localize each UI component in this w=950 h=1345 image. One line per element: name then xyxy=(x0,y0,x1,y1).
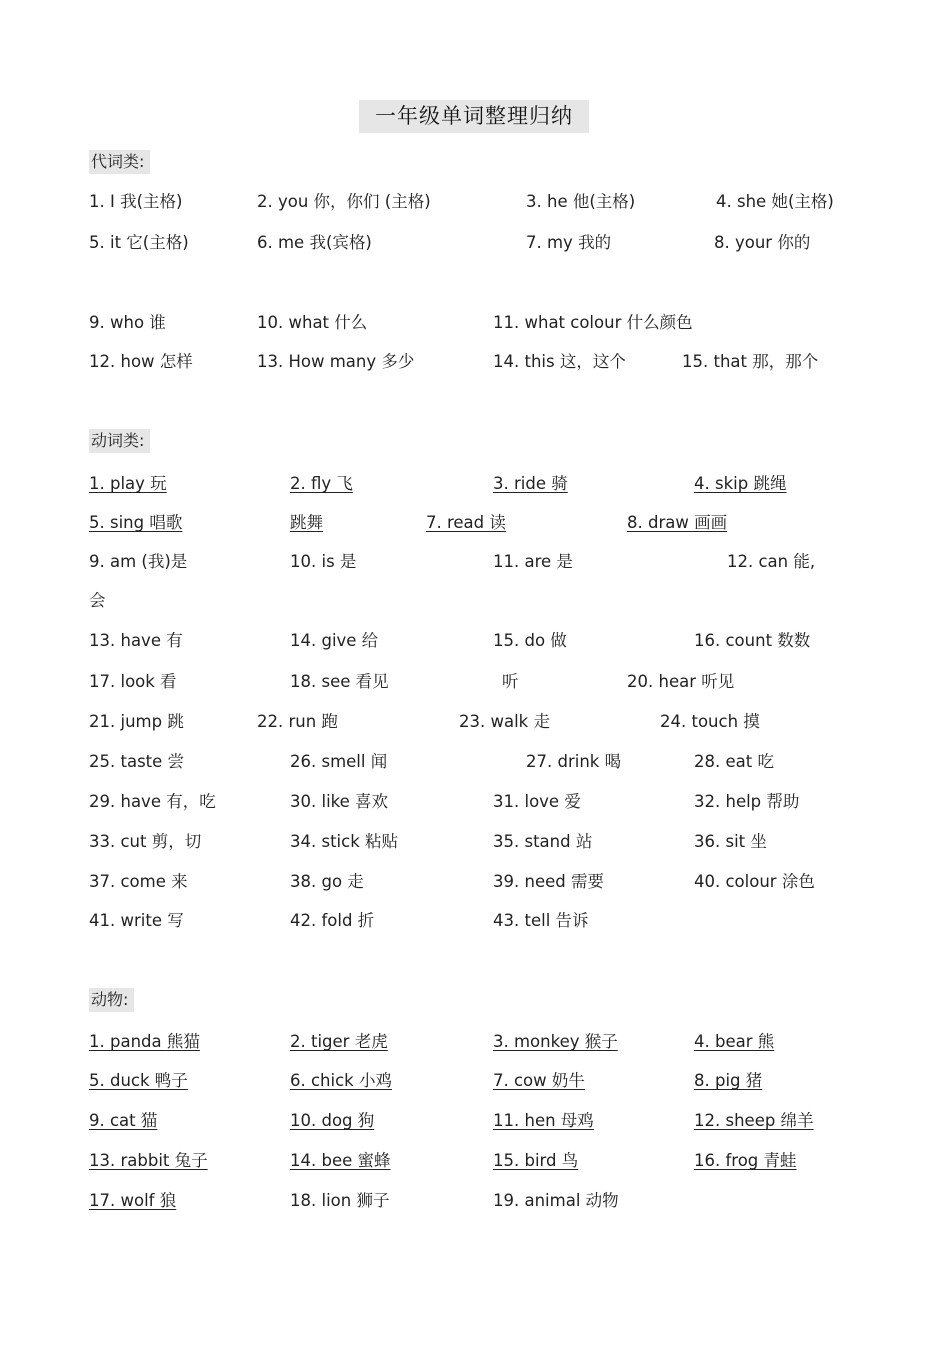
word-entry: 12. can 能, xyxy=(727,552,816,571)
word-entry: 2. tiger 老虎 xyxy=(290,1032,388,1051)
word-row xyxy=(0,349,950,375)
word-row xyxy=(0,749,950,775)
word-row xyxy=(0,1148,950,1174)
word-row xyxy=(0,709,950,735)
word-entry: 25. taste 尝 xyxy=(89,752,185,771)
word-row xyxy=(0,1108,950,1134)
word-entry: 10. what 什么 xyxy=(257,313,368,332)
page-title: 一年级单词整理归纳 xyxy=(359,100,589,133)
word-entry: 19. animal 动物 xyxy=(493,1191,619,1210)
word-entry: 3. ride 骑 xyxy=(493,474,568,493)
word-row xyxy=(0,189,950,215)
word-entry: 20. hear 听见 xyxy=(627,672,735,691)
word-entry: 9. who 谁 xyxy=(89,313,166,332)
word-entry: 24. touch 摸 xyxy=(660,712,760,731)
word-entry: 10. is 是 xyxy=(290,552,357,571)
word-row xyxy=(0,829,950,855)
word-entry: 33. cut 剪，切 xyxy=(89,832,202,851)
word-entry: 34. stick 粘贴 xyxy=(290,832,399,851)
word-entry: 15. that 那，那个 xyxy=(682,352,819,371)
word-entry: 22. run 跑 xyxy=(257,712,338,731)
section-heading-animals: 动物: xyxy=(89,988,134,1012)
word-entry: 43. tell 告诉 xyxy=(493,911,589,930)
word-entry: 30. like 喜欢 xyxy=(290,792,389,811)
section-heading-pronouns: 代词类: xyxy=(89,150,150,174)
word-entry: 15. bird 鸟 xyxy=(493,1151,579,1170)
word-entry: 27. drink 喝 xyxy=(526,752,622,771)
word-entry: 7. read 读 xyxy=(426,513,506,532)
word-row xyxy=(0,908,950,934)
word-entry: 39. need 需要 xyxy=(493,872,604,891)
word-entry: 1. panda 熊猫 xyxy=(89,1032,200,1051)
word-entry: 15. do 做 xyxy=(493,631,567,650)
word-entry: 12. sheep 绵羊 xyxy=(694,1111,814,1130)
word-entry: 13. How many 多少 xyxy=(257,352,415,371)
word-entry: 8. draw 画画 xyxy=(627,513,728,532)
word-entry: 21. jump 跳 xyxy=(89,712,184,731)
word-entry: 37. come 来 xyxy=(89,872,188,891)
word-row xyxy=(0,628,950,654)
word-entry: 11. are 是 xyxy=(493,552,573,571)
word-entry: 12. how 怎样 xyxy=(89,352,193,371)
word-entry: 36. sit 坐 xyxy=(694,832,767,851)
word-entry: 9. am (我)是 xyxy=(89,552,188,571)
word-entry: 26. smell 闻 xyxy=(290,752,388,771)
word-row xyxy=(0,669,950,695)
word-row xyxy=(0,310,950,336)
word-entry: 4. she 她(主格) xyxy=(716,192,834,211)
word-entry: 17. wolf 狼 xyxy=(89,1191,177,1210)
word-entry: 2. you 你，你们 (主格) xyxy=(257,192,431,211)
word-entry: 13. rabbit 兔子 xyxy=(89,1151,208,1170)
word-entry: 5. it 它(主格) xyxy=(89,233,189,252)
word-entry: 38. go 走 xyxy=(290,872,364,891)
word-entry: 1. play 玩 xyxy=(89,474,167,493)
word-entry-continuation: 会 xyxy=(89,591,106,610)
word-entry: 跳舞 xyxy=(290,513,323,532)
word-entry: 32. help 帮助 xyxy=(694,792,800,811)
word-row xyxy=(0,789,950,815)
word-entry: 41. write 写 xyxy=(89,911,184,930)
word-row xyxy=(0,471,950,497)
word-entry: 6. chick 小鸡 xyxy=(290,1071,392,1090)
word-entry: 29. have 有，吃 xyxy=(89,792,216,811)
word-entry: 17. look 看 xyxy=(89,672,177,691)
word-entry: 7. cow 奶牛 xyxy=(493,1071,585,1090)
word-entry: 14. this 这，这个 xyxy=(493,352,626,371)
word-entry: 14. bee 蜜蜂 xyxy=(290,1151,391,1170)
word-entry: 8. your 你的 xyxy=(714,233,811,252)
word-row xyxy=(0,549,950,575)
word-entry: 11. what colour 什么颜色 xyxy=(493,313,693,332)
word-row xyxy=(0,510,950,536)
word-entry: 6. me 我(宾格) xyxy=(257,233,372,252)
word-entry: 3. monkey 猴子 xyxy=(493,1032,618,1051)
word-row xyxy=(0,1188,950,1214)
word-entry: 9. cat 猫 xyxy=(89,1111,158,1130)
word-entry: 5. duck 鸭子 xyxy=(89,1071,188,1090)
word-entry: 8. pig 猪 xyxy=(694,1071,763,1090)
word-entry: 18. lion 狮子 xyxy=(290,1191,390,1210)
word-entry: 4. skip 跳绳 xyxy=(694,474,787,493)
word-entry: 5. sing 唱歌 xyxy=(89,513,183,532)
word-entry: 13. have 有 xyxy=(89,631,183,650)
word-entry: 1. I 我(主格) xyxy=(89,192,183,211)
word-entry: 4. bear 熊 xyxy=(694,1032,775,1051)
word-entry: 35. stand 站 xyxy=(493,832,593,851)
word-row xyxy=(0,588,950,614)
word-entry: 23. walk 走 xyxy=(459,712,550,731)
word-entry: 18. see 看见 xyxy=(290,672,389,691)
word-row xyxy=(0,1068,950,1094)
word-entry: 42. fold 折 xyxy=(290,911,375,930)
word-row xyxy=(0,869,950,895)
word-row xyxy=(0,1029,950,1055)
word-entry: 31. love 爱 xyxy=(493,792,581,811)
word-entry: 听 xyxy=(502,672,519,691)
word-entry: 14. give 给 xyxy=(290,631,379,650)
word-entry: 3. he 他(主格) xyxy=(526,192,636,211)
word-entry: 40. colour 涂色 xyxy=(694,872,815,891)
word-row xyxy=(0,230,950,256)
word-entry: 2. fly 飞 xyxy=(290,474,353,493)
word-entry: 16. count 数数 xyxy=(694,631,811,650)
word-entry: 16. frog 青蛙 xyxy=(694,1151,797,1170)
word-entry: 28. eat 吃 xyxy=(694,752,774,771)
word-entry: 7. my 我的 xyxy=(526,233,612,252)
word-entry: 10. dog 狗 xyxy=(290,1111,375,1130)
word-entry: 11. hen 母鸡 xyxy=(493,1111,594,1130)
section-heading-verbs: 动词类: xyxy=(89,429,150,453)
